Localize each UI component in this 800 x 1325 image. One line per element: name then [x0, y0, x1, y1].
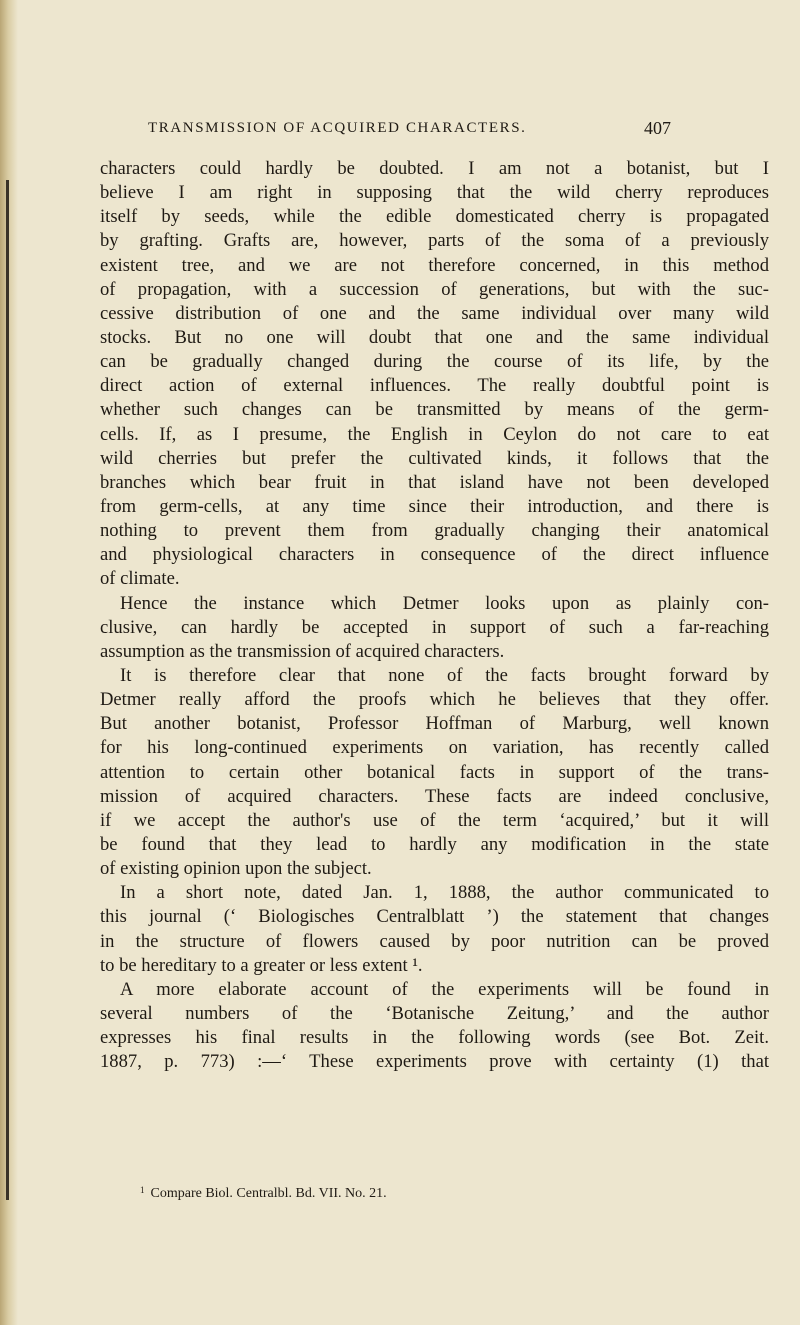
paragraph [100, 592, 769, 664]
footnote [100, 1185, 800, 1202]
text-line: existent tree, and we are not therefore concerned, in this method [100, 254, 769, 276]
text-line: clusive, can hardly be accepted in support of such a far-reaching [100, 616, 769, 638]
text-line: to be hereditary to a greater or less extent ¹. [100, 954, 423, 976]
paragraph [100, 881, 769, 978]
text-line: But another botanist, Professor Hoffman of Marburg, well known [100, 713, 769, 735]
running-header [0, 120, 800, 144]
footnote-text: Compare Biol. Centralbl. Bd. VII. No. 21. [150, 1186, 387, 1201]
paragraph [100, 664, 769, 881]
text-line: 1887, p. 773) :—‘ These experiments prove with certainty (1) that [100, 1051, 769, 1073]
text-line: Detmer really afford the proofs which he believes that they offer. [100, 689, 769, 711]
text-line: nothing to prevent them from gradually changing their anatomical [100, 520, 769, 542]
text-line: mission of acquired characters. These facts are indeed conclusive, [100, 785, 769, 807]
text-line: several numbers of the ‘Botanische Zeitung,’ and the author [100, 1002, 769, 1024]
text-line: of propagation, with a succession of generations, but with the suc- [100, 278, 769, 300]
text-line: if we accept the author's use of the term ‘acquired,’ but it will [100, 809, 769, 831]
text-line: this journal (‘ Biologisches Centralblatt ’) the statement that changes [100, 906, 769, 928]
paragraph [100, 978, 769, 1075]
text-line: cells. If, as I presume, the English in Ceylon do not care to eat [100, 423, 769, 445]
text-line: itself by seeds, while the edible domesticated cherry is propagated [100, 206, 769, 228]
text-line: characters could hardly be doubted. I am not a botanist, but I [100, 158, 769, 179]
text-line: believe I am right in supposing that the wild cherry reproduces [100, 182, 769, 204]
binding-shadow-line [6, 180, 9, 1200]
text-line: for his long-continued experiments on variation, has recently called [100, 737, 769, 759]
text-line: Hence the instance which Detmer looks upon as plainly con- [120, 592, 769, 614]
body-text [100, 157, 769, 1074]
text-line: expresses his final results in the following words (see Bot. Zeit. [100, 1027, 769, 1049]
text-line: of existing opinion upon the subject. [100, 858, 372, 880]
text-line: branches which bear fruit in that island have not been developed [100, 471, 769, 493]
text-line: can be gradually changed during the course of its life, by the [100, 351, 769, 373]
page-binding-edge [0, 0, 18, 1325]
text-line: attention to certain other botanical facts in support of the trans- [100, 761, 769, 783]
text-line: be found that they lead to hardly any modification in the state [100, 833, 769, 855]
text-line: assumption as the transmission of acquired characters. [100, 640, 505, 662]
footnote-marker: 1 [140, 1185, 145, 1195]
text-line: In a short note, dated Jan. 1, 1888, the author communicated to [120, 882, 769, 904]
text-line: It is therefore clear that none of the facts brought forward by [120, 664, 769, 686]
text-line: in the structure of flowers caused by poor nutrition can be proved [100, 930, 769, 952]
text-line: stocks. But no one will doubt that one and the same individual [100, 326, 769, 348]
text-line: from germ-cells, at any time since their introduction, and there is [100, 495, 769, 517]
text-line: whether such changes can be transmitted by means of the germ- [100, 399, 769, 421]
text-line: direct action of external influences. The really doubtful point is [100, 375, 769, 397]
text-line: and physiological characters in consequence of the direct influence [100, 544, 769, 566]
text-line: by grafting. Grafts are, however, parts of the soma of a previously [100, 230, 769, 252]
text-line: cessive distribution of one and the same individual over many wild [100, 302, 769, 324]
running-title: TRANSMISSION OF ACQUIRED CHARACTERS. [148, 120, 527, 136]
text-line: of climate. [100, 568, 180, 590]
text-line: A more elaborate account of the experiments will be found in [120, 978, 769, 1000]
page-number: 407 [644, 118, 671, 138]
paragraph [100, 157, 769, 592]
text-line: wild cherries but prefer the cultivated kinds, it follows that the [100, 447, 769, 469]
